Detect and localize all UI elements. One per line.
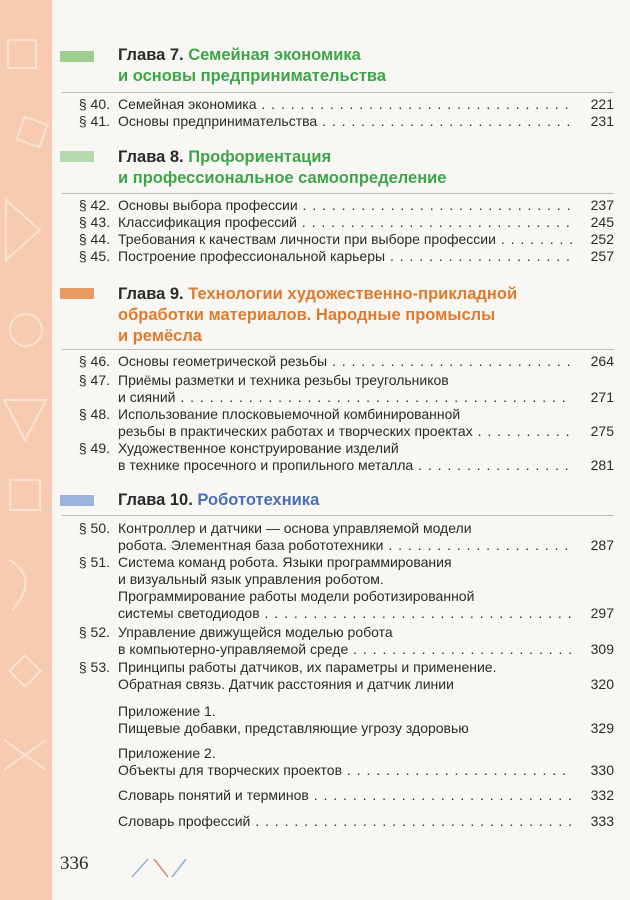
section-number: § 49. (78, 440, 110, 456)
page-number: 245 (590, 214, 614, 230)
page-number: 257 (590, 248, 614, 264)
divider (62, 515, 614, 516)
section-title: системы светодиодов . . . (118, 605, 572, 622)
section-title: Контроллер и датчики — основа управляемой модели (118, 520, 472, 536)
section-number: § 53. (78, 659, 110, 675)
section-title: Приёмы разметки и техника резьбы треугольников (118, 372, 449, 388)
section-title: резьбы в практических работах и творческих проектах . . . (118, 423, 572, 440)
page-number: 264 (590, 353, 614, 369)
chapter-title: и профессиональное самоопределение (118, 169, 447, 187)
section-title: Управление движущейся моделью робота (118, 624, 393, 640)
chapter-9-marker (60, 288, 94, 299)
page-number: 281 (590, 457, 614, 473)
section-title: Основы геометрической резьбы . . . (118, 353, 572, 370)
section-title: Основы выбора профессии . . . (118, 197, 572, 214)
section-title: Обратная связь. Датчик расстояния и датчик линии (118, 676, 454, 692)
chapter-8-marker (60, 151, 94, 162)
page-number: 271 (590, 389, 614, 405)
page-number: 329 (590, 720, 614, 736)
page-number: 297 (590, 605, 614, 621)
page-number: 275 (590, 423, 614, 439)
left-margin-decoration (0, 0, 52, 900)
appendix-title: Приложение 1. (118, 703, 216, 719)
section-title: в компьютерно-управляемой среде . . . (118, 641, 572, 658)
appendix-title: Объекты для творческих проектов . . . (118, 762, 572, 779)
section-title: в технике просечного и пропильного металла . . . (118, 457, 572, 474)
chapter-label: Глава 10. (118, 491, 193, 509)
section-title: Программирование работы модели роботизированной (118, 588, 475, 604)
chapter-title: Робототехника (197, 491, 320, 509)
section-number: § 41. (78, 113, 110, 129)
appendix-title: Пищевые добавки, представляющие угрозу здоровью (118, 720, 469, 736)
section-title: Требования к качествам личности при выборе профессии . . . (118, 231, 572, 248)
section-number: § 42. (78, 197, 110, 213)
section-title: и визуальный язык управления роботом. (118, 571, 384, 587)
section-title: Использование плосковыемочной комбинированной (118, 406, 461, 422)
divider (62, 92, 614, 93)
page-number: 333 (590, 813, 614, 829)
section-number: § 47. (78, 372, 110, 388)
section-title: Принципы работы датчиков, их параметры и применение. (118, 659, 497, 675)
page-number: 287 (590, 537, 614, 553)
chapter-title: Технологии художественно-прикладной (188, 285, 518, 303)
section-title: робота. Элементная база робототехники . . . (118, 537, 572, 554)
slash-ornament-icon (130, 855, 210, 879)
page-number: 231 (590, 113, 614, 129)
page-number: 320 (590, 676, 614, 692)
page-number: 332 (590, 787, 614, 803)
section-number: § 43. (78, 214, 110, 230)
section-title: Основы предпринимательства . . . (118, 113, 572, 130)
page-number: 237 (590, 197, 614, 213)
chapter-label: Глава 7. (118, 46, 184, 64)
chapter-title: Семейная экономика (188, 46, 361, 64)
chapter-9-heading (118, 284, 517, 347)
chapter-10-heading (118, 490, 319, 511)
page-folio: 336 (60, 853, 89, 874)
chapter-title: и основы предпринимательства (118, 67, 387, 85)
chapter-7-marker (60, 51, 94, 62)
page-number: 252 (590, 231, 614, 247)
section-number: § 40. (78, 96, 110, 112)
page-number: 309 (590, 641, 614, 657)
chapter-title: Профориентация (188, 148, 332, 166)
section-title: Семейная экономика . . . (118, 96, 572, 113)
divider (62, 193, 614, 194)
section-number: § 51. (78, 554, 110, 570)
chapter-10-marker (60, 495, 94, 506)
appendix-title: Словарь понятий и терминов . . . (118, 787, 572, 804)
section-number: § 52. (78, 624, 110, 640)
section-number: § 48. (78, 406, 110, 422)
section-number: § 45. (78, 248, 110, 264)
page-number: 330 (590, 762, 614, 778)
appendix-title: Приложение 2. (118, 745, 216, 761)
section-title: и сияний . . . (118, 389, 572, 406)
section-title: Классификация профессий . . . (118, 214, 572, 231)
section-number: § 50. (78, 520, 110, 536)
geometric-pattern-icon (0, 0, 52, 900)
chapter-label: Глава 8. (118, 148, 184, 166)
chapter-7-heading (118, 45, 386, 87)
chapter-title: и ремёсла (118, 327, 202, 345)
section-number: § 44. (78, 231, 110, 247)
chapter-8-heading (118, 147, 446, 189)
appendix-title: Словарь профессий . . . (118, 813, 572, 830)
chapter-label: Глава 9. (118, 285, 184, 303)
section-title: Художественное конструирование изделий (118, 440, 399, 456)
section-title: Построение профессиональной карьеры . . . (118, 248, 572, 265)
divider (62, 349, 614, 350)
section-number: § 46. (78, 353, 110, 369)
section-title: Система команд робота. Языки программирования (118, 554, 452, 570)
page-number: 221 (590, 96, 614, 112)
chapter-title: обработки материалов. Народные промыслы (118, 306, 496, 324)
